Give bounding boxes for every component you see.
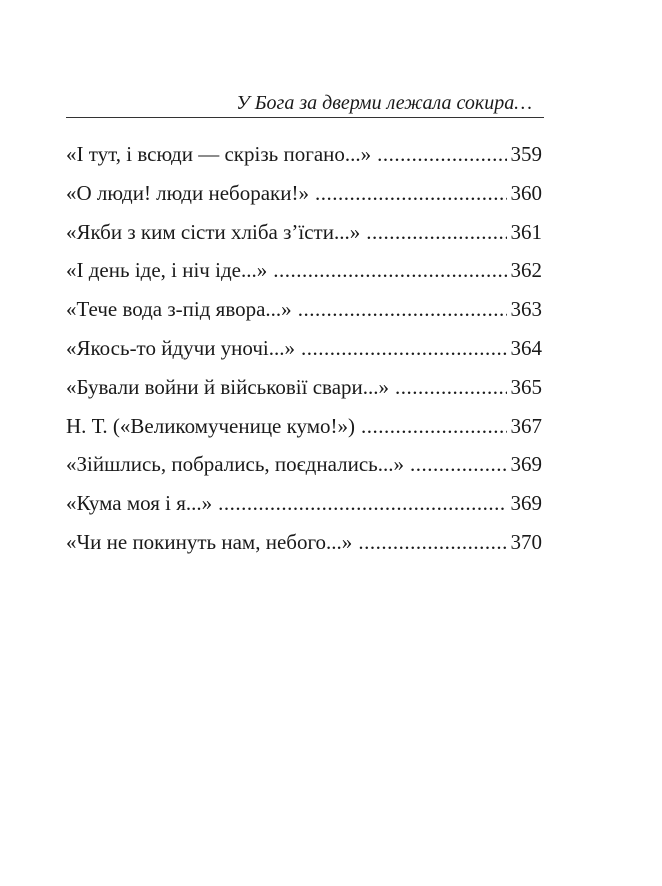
toc-entry-title: «Тече вода з-під явора...» [66,297,292,322]
toc-page-number: 365 [510,374,542,399]
toc-entry [66,412,542,451]
dot-leader [395,373,507,401]
dot-leader [410,450,507,478]
dot-leader [358,528,506,556]
toc-entry [66,140,542,179]
toc-entry [66,489,542,528]
toc-entry-title: «Кума моя і я...» [66,491,213,516]
toc-entry [66,218,542,257]
toc-entry [66,528,542,567]
dot-leader [301,334,506,362]
toc-entry [66,295,542,334]
toc-entry [66,373,542,412]
running-head: У Бога за дверми лежала сокира… [66,92,544,118]
dot-leader [366,218,506,246]
dot-leader [298,295,507,323]
toc-entry [66,179,542,218]
toc-page-number: 370 [510,529,542,554]
dot-leader [273,256,506,284]
table-of-contents [66,140,542,567]
dot-leader [361,412,506,440]
toc-page-number: 369 [510,491,542,516]
toc-page-number: 361 [510,219,542,244]
toc-entry-title: «Бували войни й військовії свари...» [66,374,389,399]
toc-entry-title: «Якось-то йдучи уночі...» [66,335,296,360]
dot-leader [377,140,506,168]
toc-entry-title: Н. Т. («Великомученице кумо!») [66,413,356,438]
toc-entry-title: «О люди! люди небораки!» [66,180,309,205]
toc-page-number: 363 [510,297,542,322]
toc-page-number: 360 [510,180,542,205]
toc-entry [66,256,542,295]
toc-entry [66,334,542,373]
toc-entry-title: «Якби з ким сісти хліба з’їсти...» [66,219,361,244]
toc-page-number: 364 [510,335,542,360]
toc-entry-title: «Чи не покинуть нам, небого...» [66,529,353,554]
dot-leader [315,179,507,207]
toc-entry-title: «І день іде, і ніч іде...» [66,258,268,283]
toc-entry-title: «І тут, і всюди — скрізь погано...» [66,142,372,166]
toc-page-number: 367 [510,413,542,438]
toc-page-number: 359 [510,142,542,166]
dot-leader [218,489,506,517]
toc-page-number: 369 [510,452,542,477]
toc-entry-title: «Зійшлись, побрались, поєднались...» [66,452,404,477]
toc-entry [66,450,542,489]
toc-page-number: 362 [510,258,542,283]
